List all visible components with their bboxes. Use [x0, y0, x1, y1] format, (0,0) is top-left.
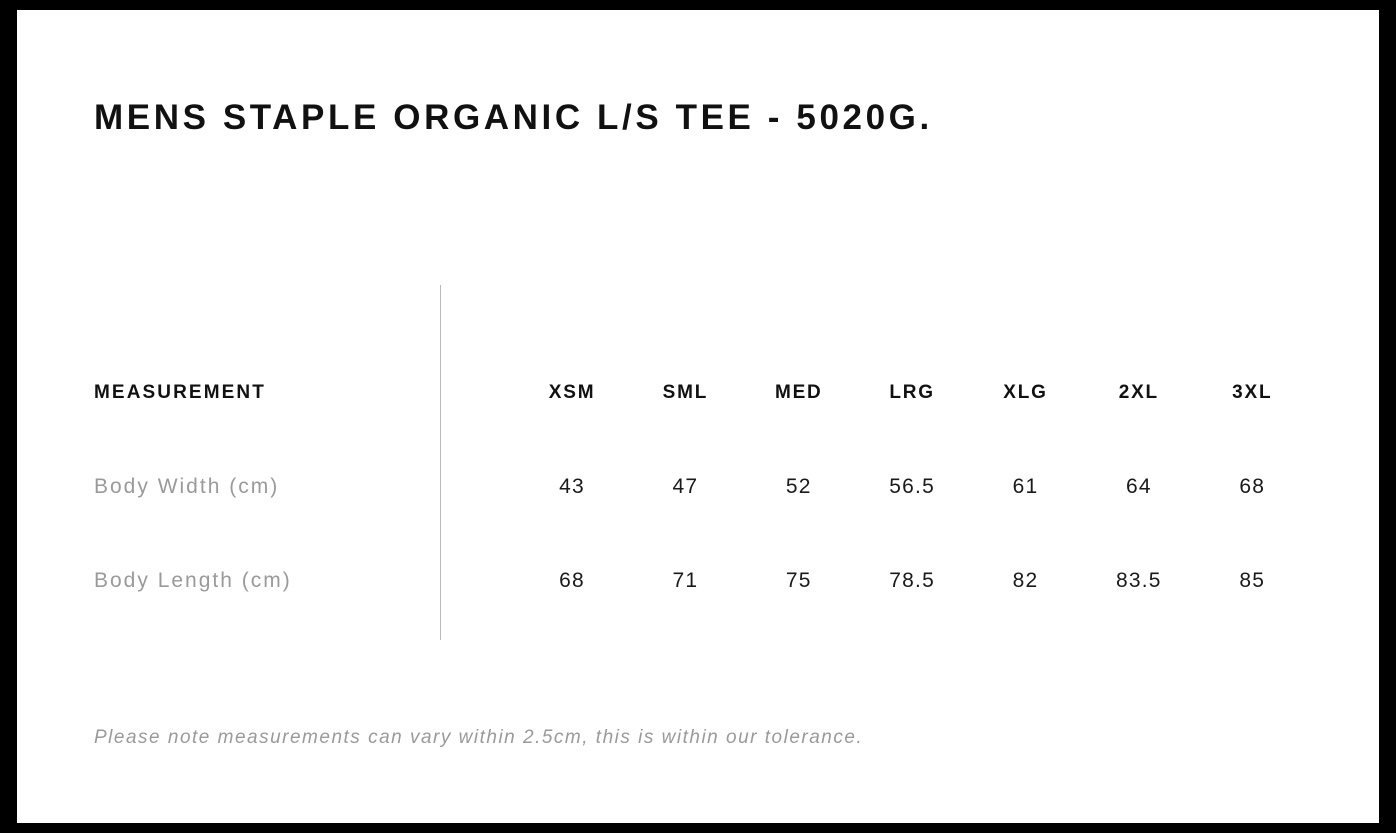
row-label-body-width: Body Width (cm) [94, 475, 280, 498]
cell-body-length-sml: 71 [672, 569, 699, 592]
cell-body-width-lrg: 56.5 [889, 475, 935, 498]
size-chart-page [17, 10, 1379, 823]
cell-body-length-lrg: 78.5 [889, 569, 935, 592]
cell-body-width-xsm: 43 [559, 475, 585, 498]
column-header-xlg: XLG [1003, 382, 1048, 403]
table-header-row [94, 346, 1309, 440]
column-header-xsm: XSM [548, 382, 596, 403]
cell-body-width-3xl: 68 [1239, 475, 1266, 498]
column-header-2xl: 2XL [1118, 382, 1159, 403]
size-table [94, 346, 1309, 628]
cell-body-length-med: 75 [785, 569, 812, 592]
cell-body-length-2xl: 83.5 [1116, 569, 1162, 592]
page-title: MENS STAPLE ORGANIC L/S TEE - 5020G. [94, 98, 933, 137]
cell-body-width-sml: 47 [672, 475, 699, 498]
size-table-body [94, 440, 1309, 628]
cell-body-length-xlg: 82 [1012, 569, 1039, 592]
table-row [94, 534, 1309, 628]
cell-body-width-2xl: 64 [1125, 475, 1152, 498]
size-table-head [94, 346, 1309, 440]
cell-body-width-xlg: 61 [1012, 475, 1039, 498]
size-table-container [17, 10, 1379, 823]
column-header-lrg: LRG [889, 382, 935, 403]
cell-body-width-med: 52 [785, 475, 812, 498]
column-header-med: MED [774, 382, 823, 403]
cell-body-length-xsm: 68 [559, 569, 585, 592]
row-label-body-length: Body Length (cm) [94, 569, 292, 592]
column-header-measurement: MEASUREMENT [94, 382, 266, 403]
tolerance-note: Please note measurements can vary within 2.5cm, this is within our tolerance. [94, 727, 864, 748]
cell-body-length-3xl: 85 [1239, 569, 1266, 592]
table-row [94, 440, 1309, 534]
column-header-3xl: 3XL [1232, 382, 1273, 403]
column-header-sml: SML [662, 382, 709, 403]
